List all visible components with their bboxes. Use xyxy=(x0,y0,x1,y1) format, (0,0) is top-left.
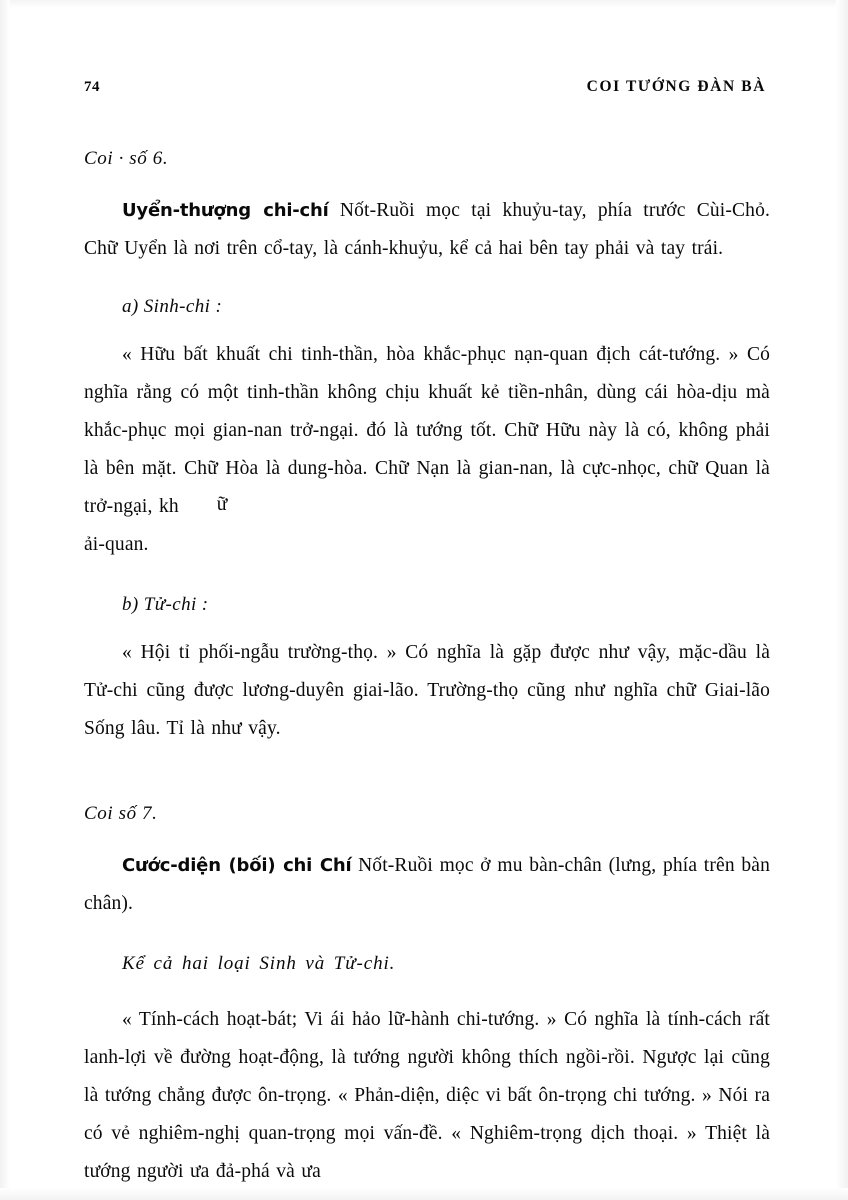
page-number: 74 xyxy=(84,79,100,95)
paragraph-sinh-chi xyxy=(84,336,770,526)
scan-edge-left xyxy=(0,0,10,1200)
lead-text-uyen-thuong: Nốt-Ruồi mọc tại khuỷu-tay, phía trước Cùi-Chỏ. Chữ Uyển là nơi trên cổ-tay, là cánh-khuỷu, kể cả hai bên tay phải và tay trái. xyxy=(84,200,770,259)
lead-term-cuoc-dien: Cước-diện (bối) chi Chí xyxy=(122,855,352,876)
scan-edge-top xyxy=(0,0,848,8)
section-heading-7: Coi số 7. xyxy=(84,803,158,824)
note-sinh-va-tu-chi: Kể cả hai loại Sinh và Tử-chi. xyxy=(122,953,396,974)
page-content xyxy=(84,78,770,1191)
running-title: COI TƯỚNG ĐÀN BÀ xyxy=(586,78,766,95)
lead-text-cuoc-dien: Nốt-Ruồi mọc ở mu bàn-chân (lưng, phía trên bàn chân). xyxy=(84,855,770,914)
paragraph-tu-chi: « Hội tỉ phối-ngẫu trường-thọ. » Có nghĩa là gặp được như vậy, mặc-dầu là Tử-chi cũng được lương-duyên giai-lão. Trường-thọ cũng như nghĩa chữ Giai-lão Sống lâu. Tỉ là như vậy. xyxy=(84,642,770,739)
scan-edge-right xyxy=(836,0,848,1200)
paragraph-sinh-chi-tail xyxy=(84,526,770,564)
paragraph-sinh-chi-tail-text: ải-quan. xyxy=(84,534,149,555)
running-head xyxy=(84,78,770,108)
paragraph-sinh-chi-text: « Hữu bất khuất chi tinh-thần, hòa khắc-phục nạn-quan địch cát-tướng. » Có nghĩa rằng có một tinh-thần không chịu khuất kẻ tiền-nhân, dùng cái hòa-dịu mà khắc-phục mọi gian-nan trở-ngại. đó là tướng tốt. Chữ Hữu này là có, không phải là bên mặt. Chữ Hòa là dung-hòa. Chữ Nạn là gian-nan, là cực-nhọc, chữ Quan là trở-ngại, kh xyxy=(84,344,770,517)
sublabel-sinh-chi: a) Sinh-chi : xyxy=(122,296,223,317)
damaged-fragment: ữ xyxy=(216,494,228,515)
sublabel-tu-chi: b) Tử-chi : xyxy=(122,594,209,615)
lead-term-uyen-thuong: Uyển-thượng chi-chí xyxy=(122,200,329,221)
section-heading-6: Coi · số 6. xyxy=(84,148,169,169)
paragraph-tinh-cach-hoat-bat: « Tính-cách hoạt-bát; Vi ái hảo lữ-hành chi-tướng. » Có nghĩa là tính-cách rất lanh-lợi về đường hoạt-động, là tướng người không thích ngồi-rồi. Ngược lại cũng là tướng chẳng được ôn-trọng. « Phản-diện, diệc vi bất ôn-trọng chi tướng. » Nói ra có vẻ nghiêm-nghị quan-trọng mọi vấn-đề. « Nghiêm-trọng dịch thoại. » Thiệt là tướng người ưa đả-phá và ưa xyxy=(84,1009,770,1182)
paragraph-cuoc-dien xyxy=(84,847,770,923)
paragraph-uyen-thuong xyxy=(84,192,770,268)
